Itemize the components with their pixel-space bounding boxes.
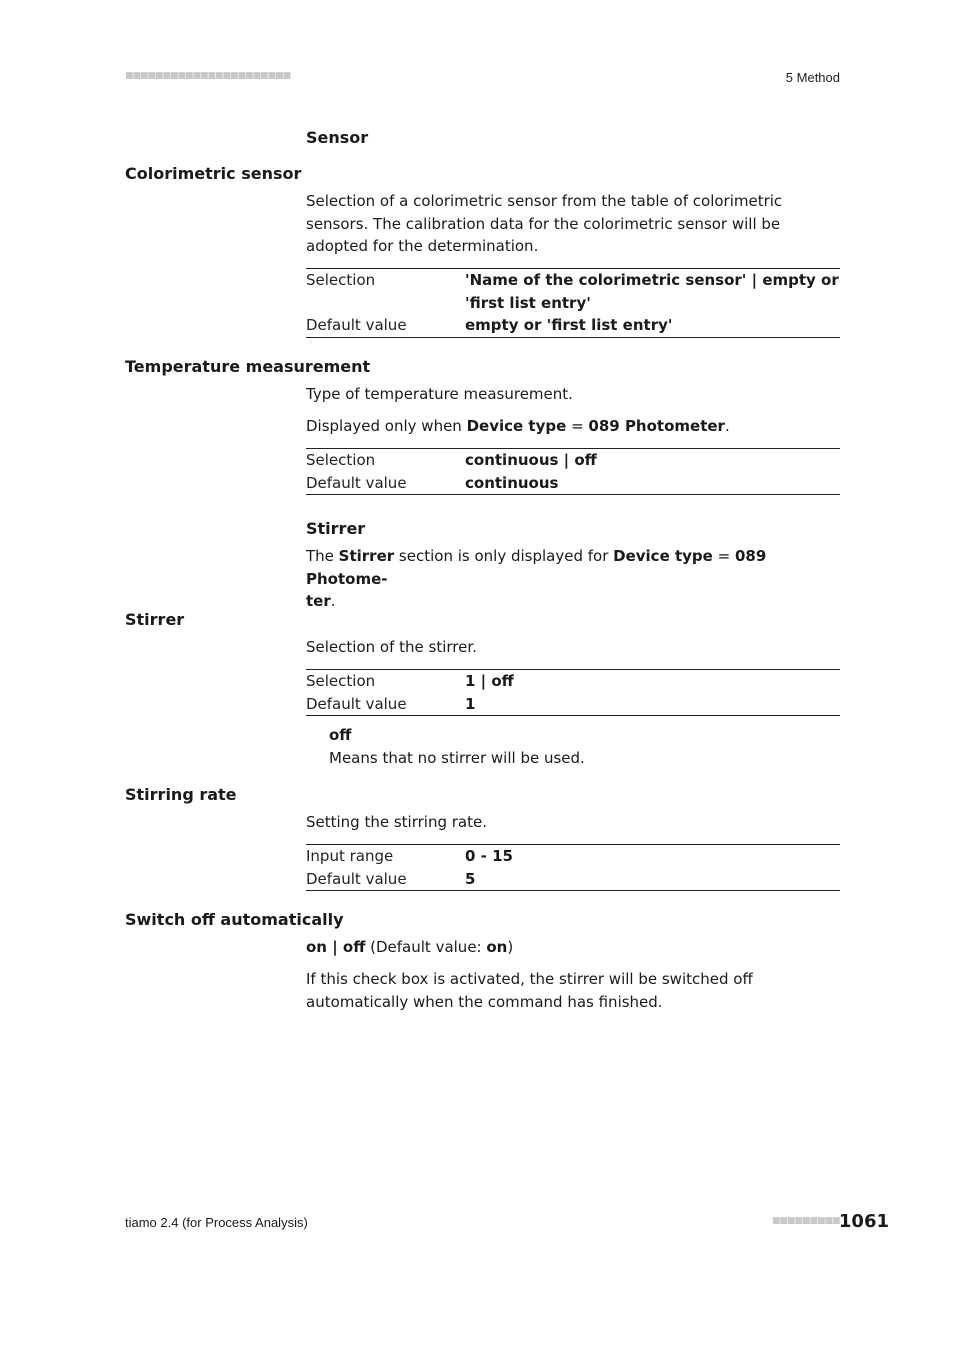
- table-row: [306, 845, 840, 868]
- colorimetric-options-table: [306, 268, 840, 338]
- selection-value: 1 | off: [465, 672, 514, 690]
- option-desc-off: Means that no stirrer will be used.: [329, 749, 585, 767]
- default-value: continuous: [465, 473, 559, 492]
- footer-decoration: ■■■■■■■■■: [772, 1216, 840, 1226]
- table-row: [306, 693, 840, 716]
- selection-label: Selection: [306, 271, 376, 289]
- input-range-value: 0 - 15: [465, 847, 513, 865]
- table-row: [306, 269, 840, 315]
- table-row: [306, 472, 840, 495]
- switch-off-options: on | off (Default value: on): [306, 938, 514, 956]
- stirring-rate-description: Setting the stirring rate.: [306, 813, 487, 831]
- option-term-off: off: [329, 726, 352, 744]
- switch-off-description: If this check box is activated, the stirrer will be switched off automatically when the command has finished.: [306, 970, 753, 1011]
- selection-value: continuous | off: [465, 451, 597, 469]
- temperature-description: Type of temperature measurement.: [306, 385, 573, 403]
- stirring-rate-options-table: [306, 844, 840, 891]
- table-row: [306, 868, 840, 891]
- param-colorimetric-sensor: Colorimetric sensor: [125, 164, 302, 183]
- default-value: 5: [465, 869, 476, 888]
- temperature-display-condition: Displayed only when Device type = 089 Photometer.: [306, 417, 730, 435]
- param-temperature-measurement: Temperature measurement: [125, 357, 371, 376]
- default-label: Default value: [306, 473, 407, 492]
- param-switch-off-automatically: Switch off automatically: [125, 910, 344, 929]
- footer-product: tiamo 2.4 (for Process Analysis): [125, 1215, 308, 1230]
- chapter-title: 5 Method: [785, 70, 840, 85]
- temperature-options-table: [306, 448, 840, 495]
- selection-label: Selection: [306, 451, 376, 469]
- stirrer-description: Selection of the stirrer.: [306, 638, 477, 656]
- selection-value: 'Name of the colorimetric sensor' | empty or 'first list entry': [465, 271, 839, 312]
- header-decoration: ■■■■■■■■■■■■■■■■■■■■■■: [125, 71, 291, 81]
- default-value: empty or 'first list entry': [465, 316, 673, 334]
- section-heading-stirrer: Stirrer: [306, 519, 366, 538]
- default-label: Default value: [306, 869, 407, 888]
- selection-label: Selection: [306, 672, 376, 690]
- default-label: Default value: [306, 316, 407, 334]
- param-stirrer: Stirrer: [125, 610, 185, 629]
- default-value: 1: [465, 694, 476, 713]
- table-row: [306, 314, 840, 337]
- stirrer-section-note: The Stirrer section is only displayed for Device type = 089 Photome- ter.: [306, 547, 767, 610]
- table-row: [306, 670, 840, 693]
- input-range-label: Input range: [306, 847, 394, 865]
- page-number: 1061: [838, 1211, 889, 1232]
- section-heading-sensor: Sensor: [306, 128, 369, 147]
- table-row: [306, 449, 840, 472]
- default-label: Default value: [306, 694, 407, 713]
- colorimetric-description: Selection of a colorimetric sensor from the table of colorimetric sensors. The calibration data for the colorimetric sensor will be adopted for the determination.: [306, 192, 783, 255]
- param-stirring-rate: Stirring rate: [125, 785, 237, 804]
- stirrer-options-table: [306, 669, 840, 716]
